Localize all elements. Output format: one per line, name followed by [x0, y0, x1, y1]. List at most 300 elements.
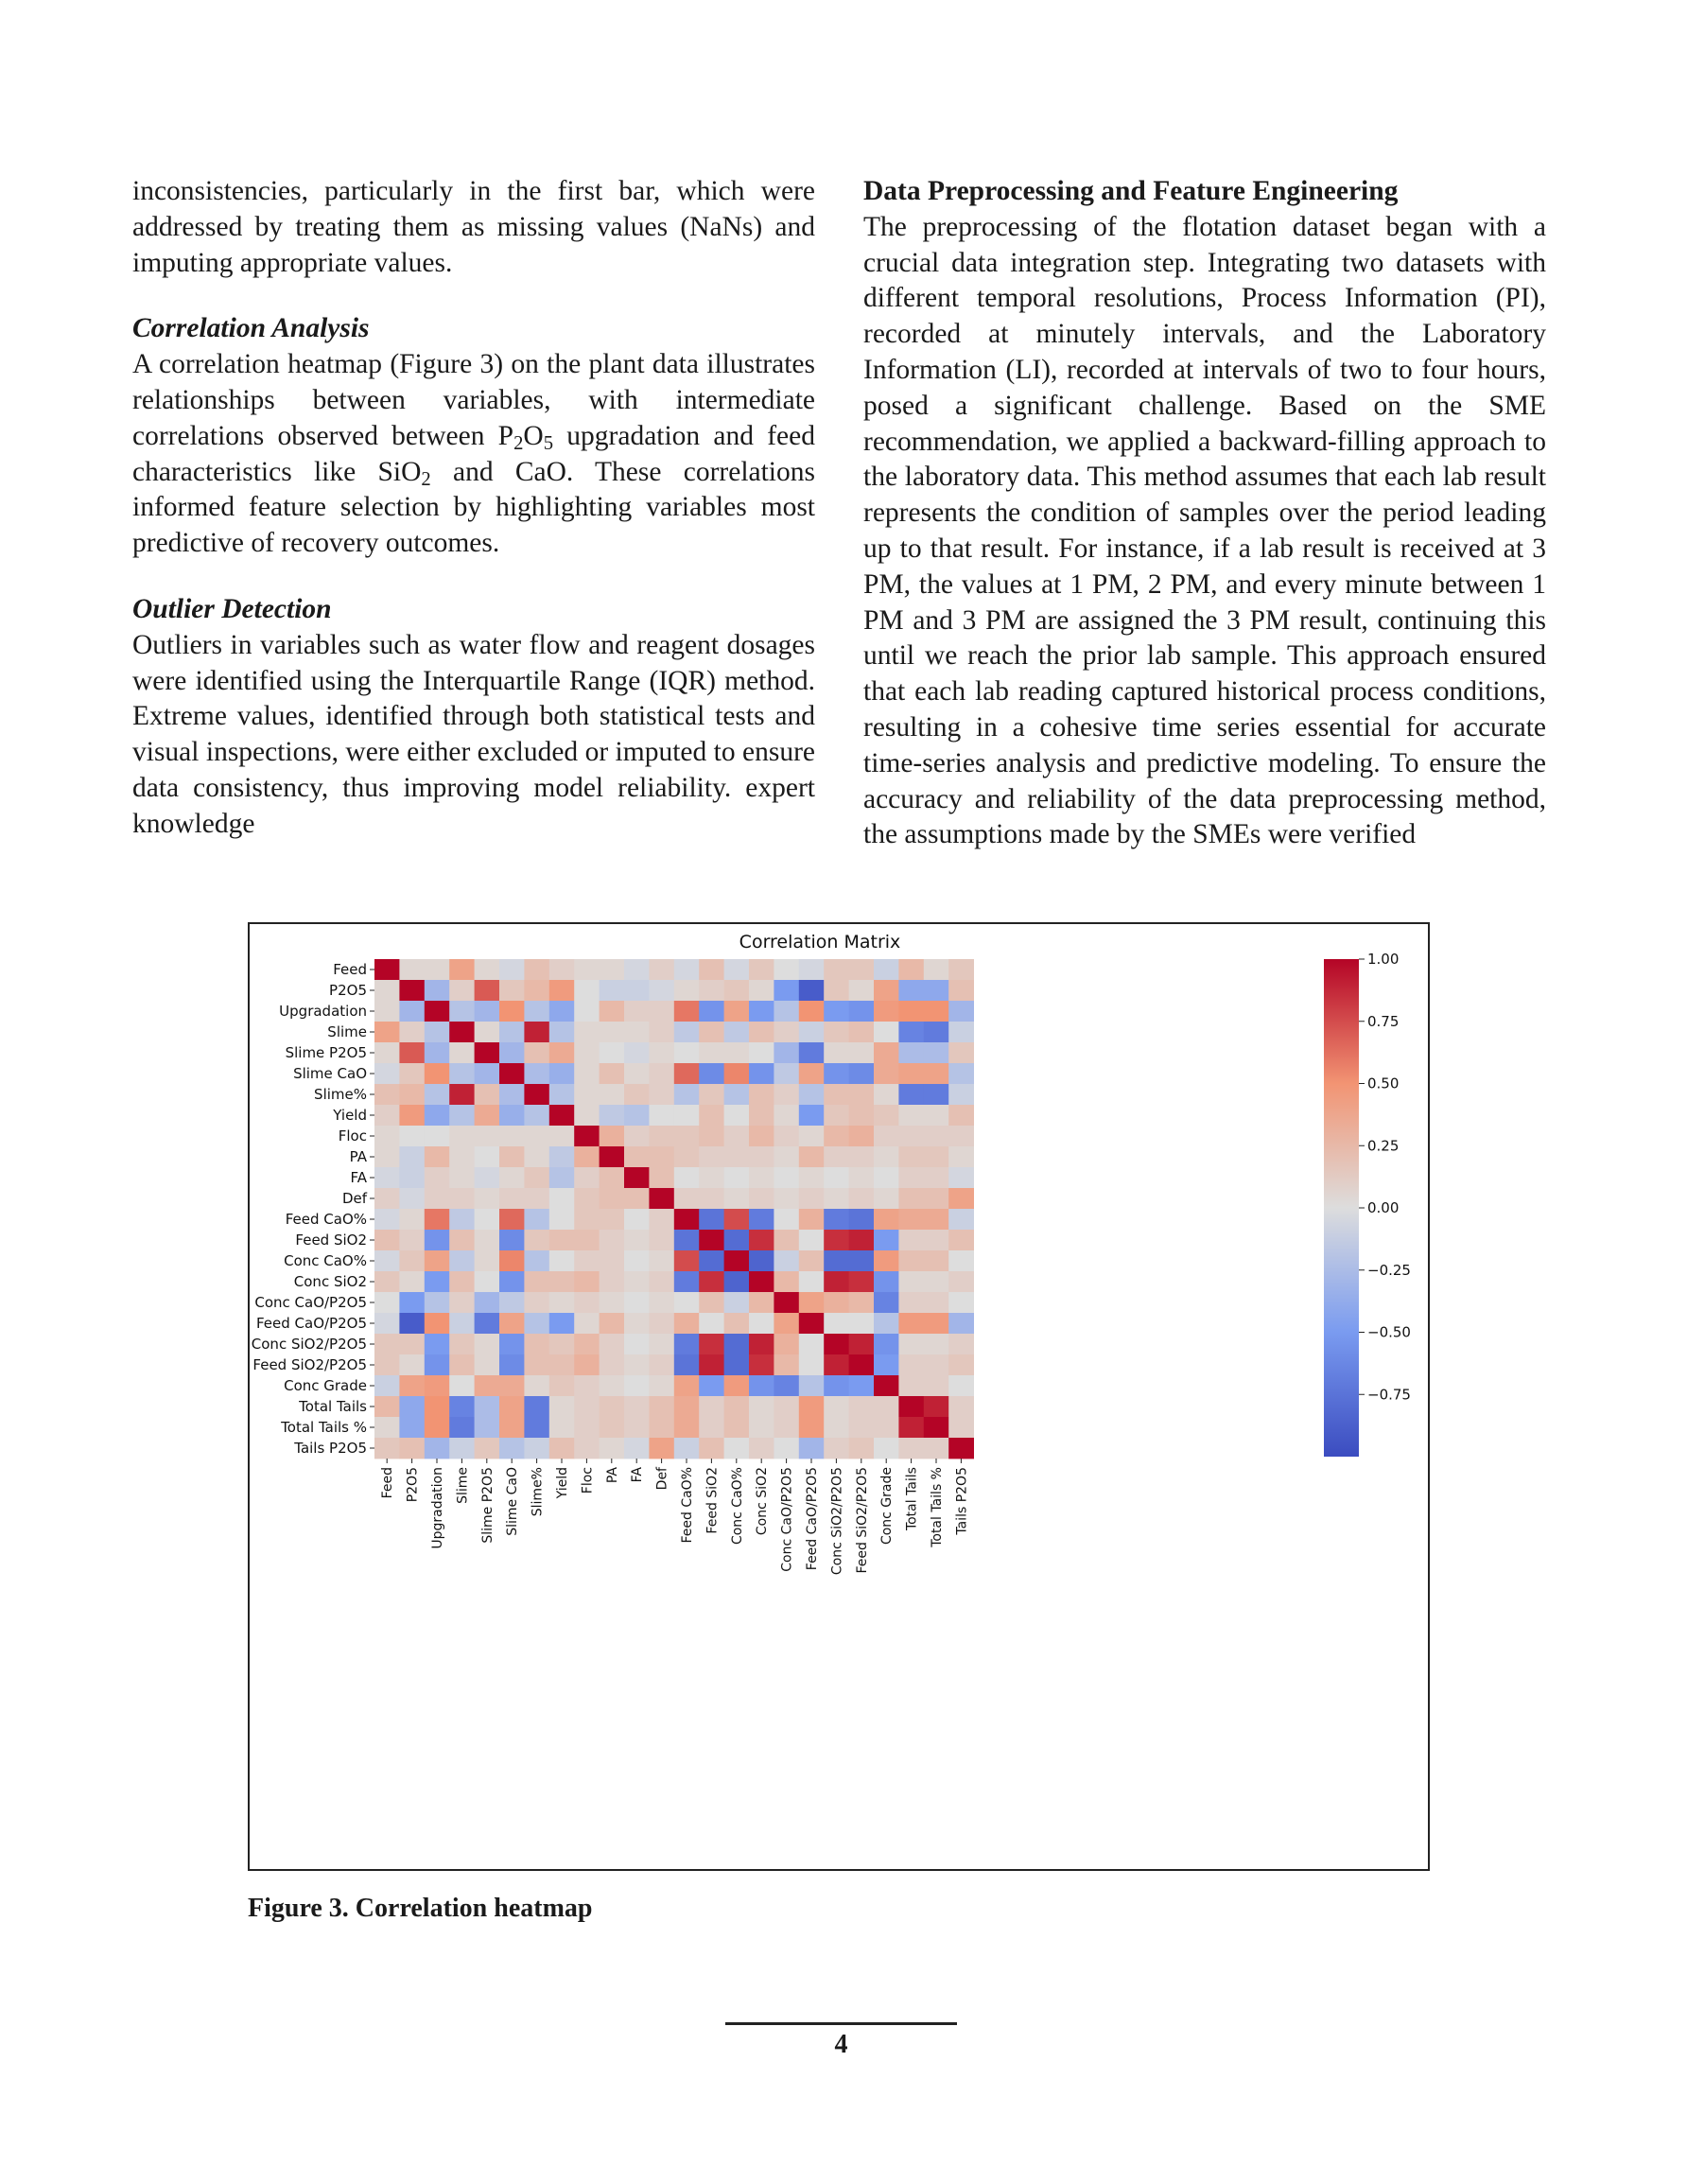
- heatmap-cell: [499, 1042, 525, 1063]
- heatmap-cell: [549, 1271, 575, 1292]
- heatmap-cell: [624, 1084, 650, 1105]
- heatmap-cell: [649, 1146, 674, 1167]
- heatmap-cell: [724, 1334, 750, 1354]
- heatmap-cell: [475, 1438, 500, 1459]
- heatmap-cell: [624, 1230, 650, 1250]
- heatmap-cell: [724, 1188, 750, 1209]
- heatmap-cell: [600, 1230, 625, 1250]
- heatmap-cell: [499, 1375, 525, 1396]
- heatmap-cell: [924, 1438, 949, 1459]
- heatmap-cell: [649, 1292, 674, 1313]
- heatmap-cell: [374, 1146, 400, 1167]
- heatmap-cell: [849, 1313, 875, 1334]
- heatmap-cell: [699, 1375, 724, 1396]
- heatmap-cell: [649, 1022, 674, 1042]
- heatmap-cell: [674, 1292, 700, 1313]
- heatmap-cell: [948, 980, 974, 1001]
- heatmap-cell: [649, 959, 674, 980]
- heatmap-cell: [449, 1396, 475, 1417]
- heatmap-cell: [724, 1022, 750, 1042]
- heatmap-cell: [849, 1354, 875, 1375]
- heatmap-cell: [549, 1354, 575, 1375]
- heatmap-cell: [425, 1105, 450, 1126]
- intro-paragraph: inconsistencies, particularly in the first bar, which were addressed by treating them as missing values (NaNs) and imputing appropriate values.: [132, 176, 815, 278]
- heatmap-cell: [574, 1209, 600, 1230]
- heatmap-cell: [948, 1209, 974, 1230]
- heatmap-cell: [425, 1001, 450, 1022]
- heatmap-cell: [549, 1438, 575, 1459]
- heatmap-cell: [374, 1105, 400, 1126]
- heatmap-cell: [948, 1354, 974, 1375]
- heatmap-cell: [824, 1209, 849, 1230]
- heatmap-cell: [600, 959, 625, 980]
- heatmap-cell: [674, 1230, 700, 1250]
- heatmap-cells: [374, 959, 974, 1459]
- heatmap-cell: [425, 1271, 450, 1292]
- heatmap-cell: [898, 1209, 924, 1230]
- heatmap-cell: [774, 1354, 799, 1375]
- heatmap-cell: [399, 1271, 425, 1292]
- x-tick-label: FA: [630, 1467, 646, 1483]
- x-tick-label: PA: [604, 1467, 620, 1484]
- heatmap-cell: [874, 1105, 899, 1126]
- heatmap-cell: [724, 1209, 750, 1230]
- y-tick-label: Conc CaO/P2O5: [254, 1294, 367, 1311]
- heatmap-cell: [699, 1230, 724, 1250]
- heatmap-cell: [649, 1438, 674, 1459]
- heatmap-cell: [600, 1354, 625, 1375]
- heatmap-cell: [624, 1417, 650, 1438]
- heatmap-cell: [874, 1250, 899, 1271]
- heatmap-cell: [449, 1105, 475, 1126]
- heatmap-cell: [824, 1230, 849, 1250]
- heatmap-cell: [524, 1375, 549, 1396]
- heatmap-cell: [749, 980, 774, 1001]
- heatmap-cell: [898, 1126, 924, 1146]
- heatmap-cell: [849, 959, 875, 980]
- outlier-paragraph: Outliers in variables such as water flow and reagent dosages were identified using the Interquartile Range (IQR) method. Extreme values, identified through both statistical tests and visual inspections, were either excluded or imputed to ensure data consistency, thus improving model reliability. expert knowledge: [132, 629, 815, 839]
- heatmap-cell: [399, 1001, 425, 1022]
- heatmap-cell: [799, 1022, 825, 1042]
- heatmap-cell: [425, 1334, 450, 1354]
- heatmap-cell: [898, 980, 924, 1001]
- heatmap-cell: [948, 1438, 974, 1459]
- heatmap-cell: [600, 1167, 625, 1188]
- heatmap-cell: [600, 1188, 625, 1209]
- heatmap-cell: [574, 1126, 600, 1146]
- heatmap-cell: [774, 1105, 799, 1126]
- heatmap-cell: [574, 1271, 600, 1292]
- heatmap-cell: [574, 1105, 600, 1126]
- heatmap-cell: [425, 1396, 450, 1417]
- x-tick-label: Floc: [580, 1467, 596, 1494]
- heatmap-cell: [724, 1250, 750, 1271]
- heatmap-cell: [499, 1209, 525, 1230]
- heatmap-cell: [399, 1334, 425, 1354]
- heatmap-cell: [924, 1084, 949, 1105]
- heatmap-cell: [449, 1334, 475, 1354]
- heatmap-cell: [774, 1146, 799, 1167]
- x-tick-label: Slime: [455, 1467, 471, 1504]
- heatmap-cell: [574, 1438, 600, 1459]
- heatmap-cell: [898, 1084, 924, 1105]
- heatmap-cell: [699, 1271, 724, 1292]
- heatmap-cell: [874, 1126, 899, 1146]
- heatmap-cell: [399, 1396, 425, 1417]
- y-tick-label: Tails P2O5: [294, 1440, 367, 1457]
- heatmap-cell: [374, 1271, 400, 1292]
- heatmap-cell: [824, 1334, 849, 1354]
- heatmap-cell: [948, 1105, 974, 1126]
- heatmap-cell: [549, 1230, 575, 1250]
- heatmap-cell: [898, 1334, 924, 1354]
- heatmap-cell: [924, 1209, 949, 1230]
- heatmap-cell: [924, 1334, 949, 1354]
- heatmap-cell: [475, 1167, 500, 1188]
- heatmap-cell: [699, 1334, 724, 1354]
- heatmap-cell: [799, 1209, 825, 1230]
- heatmap-cell: [749, 1438, 774, 1459]
- heatmap-cell: [374, 1001, 400, 1022]
- heatmap-cell: [799, 1105, 825, 1126]
- heatmap-cell: [824, 1084, 849, 1105]
- y-tick-label: Slime P2O5: [285, 1044, 367, 1061]
- heatmap-cell: [524, 1042, 549, 1063]
- heatmap-cell: [724, 1417, 750, 1438]
- heatmap-cell: [924, 959, 949, 980]
- heatmap-cell: [649, 1250, 674, 1271]
- heatmap-cell: [774, 1313, 799, 1334]
- heatmap-cell: [600, 1126, 625, 1146]
- heatmap-cell: [425, 1084, 450, 1105]
- heatmap-cell: [799, 1375, 825, 1396]
- heatmap-cell: [624, 1042, 650, 1063]
- y-tick-label: Upgradation: [279, 1003, 367, 1020]
- heatmap-cell: [524, 1063, 549, 1084]
- heatmap-cell: [449, 959, 475, 980]
- heatmap-cell: [874, 1063, 899, 1084]
- heatmap-cell: [849, 1022, 875, 1042]
- x-tick-label: Feed SiO2: [704, 1467, 721, 1534]
- heatmap-cell: [774, 1271, 799, 1292]
- heatmap-cell: [600, 980, 625, 1001]
- heatmap-cell: [449, 1042, 475, 1063]
- heatmap-cell: [898, 1292, 924, 1313]
- heatmap-cell: [849, 1188, 875, 1209]
- heatmap-cell: [849, 1105, 875, 1126]
- heatmap-cell: [849, 1126, 875, 1146]
- heatmap-cell: [948, 1022, 974, 1042]
- heatmap-cell: [374, 1292, 400, 1313]
- heatmap-cell: [898, 1022, 924, 1042]
- correlation-heatmap-figure: [248, 922, 1430, 1871]
- heatmap-cell: [674, 959, 700, 980]
- heatmap-cell: [774, 1230, 799, 1250]
- heatmap-cell: [449, 1250, 475, 1271]
- heatmap-cell: [374, 980, 400, 1001]
- heatmap-cell: [924, 1250, 949, 1271]
- heatmap-cell: [649, 1375, 674, 1396]
- heatmap-cell: [649, 1230, 674, 1250]
- heatmap-cell: [499, 1146, 525, 1167]
- heatmap-cell: [674, 1001, 700, 1022]
- heatmap-cell: [649, 1334, 674, 1354]
- left-column: [132, 174, 815, 843]
- heatmap-cell: [749, 1105, 774, 1126]
- heatmap-cell: [849, 1042, 875, 1063]
- heatmap-cell: [898, 1313, 924, 1334]
- heatmap-cell: [600, 1063, 625, 1084]
- heatmap-cell: [624, 959, 650, 980]
- y-tick-label: FA: [350, 1169, 367, 1186]
- heatmap-cell: [549, 1042, 575, 1063]
- heatmap-cell: [425, 1417, 450, 1438]
- heatmap-cell: [874, 1438, 899, 1459]
- heatmap-cell: [399, 980, 425, 1001]
- heatmap-cell: [574, 1022, 600, 1042]
- heatmap-cell: [849, 980, 875, 1001]
- heatmap-cell: [574, 1417, 600, 1438]
- heatmap-cell: [475, 1084, 500, 1105]
- heatmap-cell: [948, 1250, 974, 1271]
- heatmap-cell: [824, 959, 849, 980]
- right-column: [863, 174, 1546, 853]
- y-tick-label: Feed SiO2/P2O5: [252, 1356, 367, 1373]
- heatmap-cell: [574, 1250, 600, 1271]
- heatmap-cell: [824, 1292, 849, 1313]
- heatmap-cell: [924, 1292, 949, 1313]
- heatmap-cell: [724, 1042, 750, 1063]
- preprocessing-paragraph: The preprocessing of the flotation dataset began with a crucial data integration step. Integrating two datasets with different temporal resolutions, Process Information (PI), recorded at minutely intervals, and the Laboratory Information (LI), recorded at intervals of two to four hours, posed a significant challenge. Based on the SME recommendation, we applied a backward-filling approach to the laboratory data. This method assumes that each lab result represents the condition of samples over the period leading up to that result. For instance, if a lab result is received at 3 PM, the values at 1 PM, 2 PM, and every minute between 1 PM and 3 PM are assigned the 3 PM result, continuing this until we reach the prior lab sample. This approach ensured that each lab reading captured historical process conditions, resulting in a cohesive time series essential for accurate time-series analysis and predictive modeling. To ensure the accuracy and reliability of the data preprocessing method, the assumptions made by the SMEs were verified: [863, 211, 1546, 850]
- heatmap-cell: [574, 1084, 600, 1105]
- heatmap-cell: [749, 1230, 774, 1250]
- x-tick-label: Total Tails: [904, 1467, 920, 1531]
- heatmap-cell: [774, 1375, 799, 1396]
- heatmap-cell: [475, 1334, 500, 1354]
- heatmap-cell: [849, 1396, 875, 1417]
- heatmap-cell: [674, 1042, 700, 1063]
- heatmap-cell: [425, 959, 450, 980]
- y-tick-label: Feed SiO2: [295, 1232, 367, 1249]
- heatmap-cell: [374, 1417, 400, 1438]
- heatmap-cell: [874, 1396, 899, 1417]
- y-tick-label: PA: [349, 1148, 367, 1165]
- heatmap-cell: [374, 1126, 400, 1146]
- heatmap-cell: [499, 1334, 525, 1354]
- heatmap-cell: [499, 1354, 525, 1375]
- heatmap-cell: [724, 1167, 750, 1188]
- heatmap-cell: [425, 1167, 450, 1188]
- heatmap-cell: [774, 1250, 799, 1271]
- heatmap-cell: [624, 1438, 650, 1459]
- x-tick-label: Slime P2O5: [479, 1467, 496, 1544]
- heatmap-cell: [425, 1292, 450, 1313]
- heatmap-cell: [699, 1126, 724, 1146]
- heatmap-cell: [948, 1126, 974, 1146]
- heatmap-cell: [674, 1084, 700, 1105]
- heatmap-cell: [449, 1271, 475, 1292]
- heatmap-cell: [774, 1188, 799, 1209]
- heatmap-cell: [824, 1105, 849, 1126]
- heatmap-cell: [399, 1188, 425, 1209]
- heatmap-cell: [600, 1209, 625, 1230]
- heatmap-cell: [898, 1167, 924, 1188]
- heatmap-cell: [499, 1250, 525, 1271]
- heatmap-cell: [549, 1417, 575, 1438]
- heatmap-cell: [624, 1209, 650, 1230]
- heatmap-cell: [799, 1230, 825, 1250]
- x-tick-label: Def: [654, 1467, 670, 1491]
- heatmap-cell: [475, 1126, 500, 1146]
- heatmap-cell: [724, 1146, 750, 1167]
- heatmap-cell: [624, 1271, 650, 1292]
- heatmap-cell: [549, 1167, 575, 1188]
- x-tick-label: Conc SiO2: [755, 1467, 771, 1536]
- heatmap-cell: [425, 1250, 450, 1271]
- heatmap-cell: [774, 1167, 799, 1188]
- heatmap-cell: [624, 1146, 650, 1167]
- heatmap-cell: [924, 1146, 949, 1167]
- heatmap-cell: [524, 1188, 549, 1209]
- heatmap-cell: [774, 1334, 799, 1354]
- heatmap-cell: [898, 1375, 924, 1396]
- heatmap-cell: [549, 1146, 575, 1167]
- heatmap-cell: [898, 1063, 924, 1084]
- heatmap-cell: [774, 1001, 799, 1022]
- heatmap-cell: [674, 1396, 700, 1417]
- heatmap-cell: [549, 959, 575, 980]
- x-tick-label: P2O5: [405, 1467, 421, 1503]
- heatmap-cell: [948, 1417, 974, 1438]
- heatmap-cell: [499, 1105, 525, 1126]
- heatmap-cell: [399, 1438, 425, 1459]
- heatmap-cell: [649, 1396, 674, 1417]
- heatmap-cell: [874, 1417, 899, 1438]
- heatmap-cell: [749, 1396, 774, 1417]
- heatmap-cell: [898, 1417, 924, 1438]
- heatmap-cell: [799, 1042, 825, 1063]
- heatmap-cell: [524, 1438, 549, 1459]
- heatmap-cell: [749, 1250, 774, 1271]
- heatmap-cell: [898, 1105, 924, 1126]
- heatmap-cell: [524, 1396, 549, 1417]
- heatmap-cell: [600, 1334, 625, 1354]
- heatmap-cell: [898, 1250, 924, 1271]
- x-tick-label: Conc Grade: [879, 1467, 896, 1546]
- heatmap-cell: [948, 1292, 974, 1313]
- heatmap-cell: [399, 959, 425, 980]
- heatmap-cell: [749, 1375, 774, 1396]
- heatmap-cell: [799, 1167, 825, 1188]
- figure-caption: Figure 3. Correlation heatmap: [248, 1894, 593, 1923]
- x-tick-label: Slime CaO: [505, 1467, 521, 1536]
- x-tick-label: Feed: [380, 1467, 396, 1499]
- heatmap-cell: [374, 1334, 400, 1354]
- heatmap-cell: [824, 1417, 849, 1438]
- heatmap-cell: [799, 1313, 825, 1334]
- heatmap-cell: [749, 1146, 774, 1167]
- heatmap-cell: [699, 1146, 724, 1167]
- heatmap-cell: [724, 1438, 750, 1459]
- colorbar-tick-label: 0.25: [1367, 1137, 1400, 1155]
- heatmap-cell: [699, 1396, 724, 1417]
- x-tick-label: Tails P2O5: [954, 1467, 970, 1535]
- heatmap-cell: [874, 1313, 899, 1334]
- heatmap-cell: [849, 1063, 875, 1084]
- heatmap-cell: [524, 1230, 549, 1250]
- heatmap-cell: [874, 1022, 899, 1042]
- correlation-heatmap: [250, 924, 1428, 1869]
- heatmap-cell: [374, 1084, 400, 1105]
- heatmap-cell: [724, 1063, 750, 1084]
- heatmap-cell: [924, 1105, 949, 1126]
- heatmap-cell: [524, 1126, 549, 1146]
- y-tick-label: Floc: [338, 1127, 367, 1144]
- heatmap-cell: [524, 1334, 549, 1354]
- heatmap-cell: [948, 1334, 974, 1354]
- heatmap-cell: [624, 1334, 650, 1354]
- heatmap-cell: [449, 1438, 475, 1459]
- heatmap-cell: [799, 1417, 825, 1438]
- heatmap-cell: [649, 1063, 674, 1084]
- heatmap-cell: [699, 1167, 724, 1188]
- heatmap-cell: [374, 1313, 400, 1334]
- heatmap-cell: [624, 1105, 650, 1126]
- heatmap-cell: [948, 1063, 974, 1084]
- colorbar-tick-label: −0.25: [1367, 1261, 1411, 1279]
- heatmap-cell: [499, 1230, 525, 1250]
- heatmap-cell: [948, 1230, 974, 1250]
- heatmap-cell: [749, 1063, 774, 1084]
- y-tick-label: Total Tails %: [281, 1419, 367, 1436]
- heatmap-cell: [874, 1334, 899, 1354]
- heatmap-cell: [874, 1230, 899, 1250]
- heatmap-cell: [449, 1126, 475, 1146]
- heatmap-cell: [948, 1042, 974, 1063]
- outlier-detection-heading: Outlier Detection: [132, 593, 332, 624]
- heatmap-cell: [600, 1105, 625, 1126]
- heatmap-cell: [849, 1001, 875, 1022]
- heatmap-cell: [674, 1354, 700, 1375]
- heatmap-cell: [524, 1146, 549, 1167]
- heatmap-cell: [749, 1167, 774, 1188]
- heatmap-cell: [524, 1292, 549, 1313]
- heatmap-cell: [898, 1230, 924, 1250]
- heatmap-cell: [874, 980, 899, 1001]
- heatmap-cell: [898, 1271, 924, 1292]
- heatmap-cell: [624, 1375, 650, 1396]
- heatmap-cell: [600, 1001, 625, 1022]
- heatmap-cell: [374, 1396, 400, 1417]
- colorbar-tick-label: 1.00: [1367, 951, 1400, 968]
- heatmap-cell: [524, 1001, 549, 1022]
- heatmap-cell: [374, 959, 400, 980]
- colorbar-tick-label: −0.50: [1367, 1323, 1411, 1341]
- heatmap-cell: [574, 1042, 600, 1063]
- heatmap-cell: [399, 1230, 425, 1250]
- heatmap-cell: [524, 1084, 549, 1105]
- heatmap-cell: [449, 1063, 475, 1084]
- heatmap-cell: [399, 1084, 425, 1105]
- heatmap-cell: [674, 1334, 700, 1354]
- heatmap-cell: [824, 1001, 849, 1022]
- heatmap-cell: [724, 1230, 750, 1250]
- y-tick-label: Feed CaO/P2O5: [255, 1315, 367, 1332]
- heatmap-cell: [849, 1146, 875, 1167]
- heatmap-cell: [475, 1042, 500, 1063]
- heatmap-cell: [649, 1105, 674, 1126]
- heatmap-cell: [674, 1105, 700, 1126]
